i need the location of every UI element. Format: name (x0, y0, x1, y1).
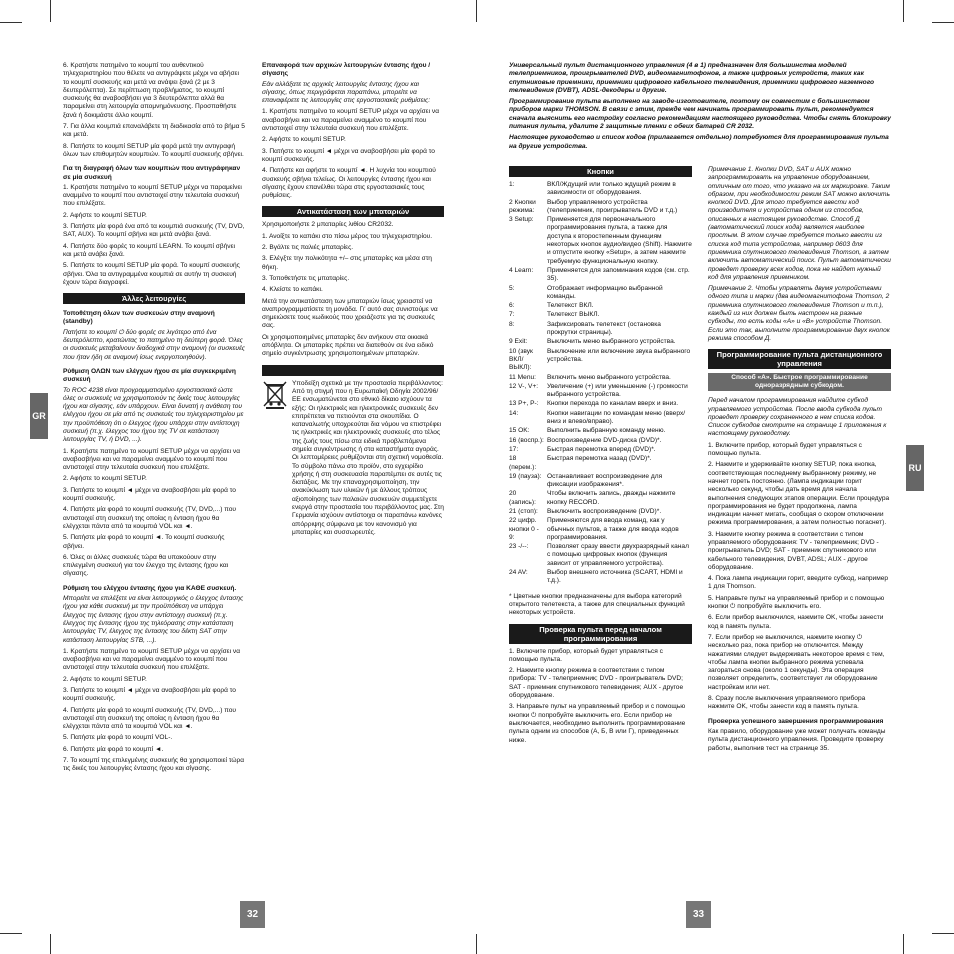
button-key-label: 13 P+, P-: (509, 400, 539, 408)
list-item: 7. Το κουμπί της επιλεγμένης συσκευής θα χρησιμοποιεί τώρα τις δικές του λειτουργίες έντασης ήχου και σίγασης. (63, 757, 245, 773)
list-item: 3. Нажмите кнопку режима в соответствии с типом управляемого оборудования: TV - телеприемник; DVD - проигрыватель DVD; SAT - приемник спутникового или кабельного телевидения, DVBT, ADSL; AUX - другое оборудование. (708, 530, 879, 571)
ru-column-2 (708, 166, 891, 756)
gr-factory-list (262, 108, 444, 200)
button-key-label: 21 (стоп): (509, 507, 538, 515)
ru-intro-3: Настоящее руководство и список кодов (прилагается отдельно) потребуются для программирования пульта на другие устройства. (509, 134, 889, 150)
button-key-label: 7: (509, 311, 515, 319)
list-item: 6. Πατήστε μία φορά το κουμπί ◄. (63, 745, 164, 753)
page-number-right: 33 (686, 901, 711, 928)
button-key-label: 15 OK: (509, 427, 530, 435)
list-item: 4. Πατήστε δύο φορές το κουμπί LEARN. Το κουμπί σβήνει και μετά ανάβει ξανά. (63, 242, 236, 258)
list-item: 1. Включите прибор, который будет управляться с помощью пульта. (509, 647, 663, 663)
button-key-description: Останавливает воспроизведение для фиксации изображения*. (547, 472, 663, 489)
gr-each-list (63, 648, 245, 774)
ru-buttons-note: * Цветные кнопки предназначены для выбора категорий открытого телетекста, а также для специальных функций некоторых устройств. (509, 592, 685, 617)
button-key-label: 3 Setup: (509, 216, 534, 224)
crop-mark (476, 934, 477, 954)
list-item: 4. Πατήστε μία φορά το κουμπί συσκευής (TV, DVD,...) που αντιστοιχεί στη συσκευή της οποίας η ένταση ήχου θα ελέγχεται πάντα από τα κουμπιά VOL και ◄. (63, 706, 236, 731)
button-key-label: 10 (звук ВКЛ/ВЫКЛ): (509, 347, 533, 372)
list-item: 6. Κρατήστε πατημένο το κουμπί του αυθεντικού τηλεχειριστηρίου που θέλετε να αντιγράψετε μέχρι να αβήσει το κουμπί συσκευής και μετά να ανάψει ξανά (2 με 3 δευτερόλεπτα). Σε περίπτωση προβλήματος, το κουμπί συσκευής θα αναβοσβήσει για 3 δευτερόλεπτα αλλά θα παραμείνει στη λειτουργία απομνημόνευσης. Προσπαθήστε ξανά ή δοκιμάστε άλλο κουμπί. (63, 62, 239, 119)
gr-other-functions-bar: Άλλες λειτουργίες (63, 293, 245, 304)
gr-volume-text: Το ROC 4238 είναι προγραμματισμένο εργοστασιακά ώστε όλες οι συσκευές να χρησιμοποιούν τις δικές τους λειτουργίες ήχου και σίγασης, εάν υπάρχουν. Είναι δυνατή η ανάθεση του ελέγχου ήχου σε μία από τις συσκευές του τηλεχειριστηρίου με την προϋπόθεση ότι ο έλεγχος ήχου υπάρχει στην αντίστοιχη συσκευή (π.χ. έλεγχος του ήχου της TV σε κατάσταση λειτουργίας TV, ή DVD, ...). (63, 386, 244, 444)
button-key-description: Быстрая перемотка вперед (DVD)*. (547, 445, 656, 453)
list-item: 2. Αφήστε το κουμπί SETUP. (63, 675, 147, 683)
crop-mark (50, 934, 51, 954)
button-key-label: 9 Exit: (509, 338, 528, 346)
crop-mark (932, 933, 954, 934)
button-key-description: Позволяет сразу ввести двухразрядный канал с помощью цифровых кнопок (функция зависит от управляемого устройства). (547, 543, 689, 567)
gr-battery-text: Χρησιμοποιήστε 2 μπαταρίες λιθίου CR2032. (262, 221, 394, 229)
button-key-label: 1: (509, 181, 515, 188)
language-tab-ru: RU (906, 445, 924, 491)
button-key-description: Выключить меню выбранного устройства. (547, 338, 676, 346)
list-item: 1. Κρατήστε πατημένο το κουμπί SETUP μέχρι να αρχίσει να αναβοσβήνει και να παραμείνει αναμμένο το κουμπί που αντιστοιχεί στην τελευταία συσκευή που επιλέξατε. (63, 647, 241, 672)
crop-mark (0, 933, 22, 934)
gr-factory-text: Εάν αλλάξατε τις αρχικές λειτουργίες έντασης ήχου και σίγασης, όπως περιγράφεται παραπάνω, μπορείτε να επαναφέρετε τις λειτουργίες στις εργοστασιακές ρυθμίσεις: (262, 80, 431, 105)
list-item: 5. Πατήστε το κουμπί SETUP μία φορά. Το κουμπί συσκευής σβήνει. Όλα τα αντιγραμμένα κουμπιά σε αυτήν τη συσκευή έχουν τώρα διαγραφεί. (63, 262, 240, 286)
list-item: 6. Если прибор выключился, нажмите OK, чтобы занести код в память пульта. (708, 614, 884, 630)
button-key-description: Воспроизведение DVD-диска (DVD)*. (547, 436, 662, 444)
ru-prog-bar: Программирование пульта дистанционного управления (708, 349, 891, 369)
list-item: 1. Ανοίξτε το καπάκι στο πίσω μέρος του τηλεχειριστηρίου. (262, 232, 433, 240)
button-key-description: Телетекст ВКЛ. (547, 302, 594, 310)
ru-note-1: Примечание 1. Кнопки DVD, SAT и AUX можно запрограммировать на управление оборудованием, отличным от того, что указано на их маркировке. Таким образом, при необходимости режим SAT можно включить кнопкой DVD. Для этого требуется ввести код производителя и устройства одним из способов, описанных в настоящем руководстве. Способ Д (автоматический поиск кода) является наиболее простым. В этом случае требуется только ввести из списка код типа устройства, например 0603 для приемника спутникового телевидения Thomson, а затем включить автоматический поиск. Пульт автоматически проведет проверку всех кодов, пока не найдет нужный код для управления приемником. (708, 166, 891, 281)
crop-mark (903, 934, 904, 954)
button-key-description: Выбор управляемого устройства (телеприемник, проигрыватель DVD и т.д.) (547, 198, 678, 214)
button-key-description: Телетекст ВЫКЛ. (547, 311, 600, 319)
list-item: 2. Βγάλτε τις παλιές μπαταρίες. (262, 244, 354, 252)
button-key-label: 16 (воспр.): (509, 436, 544, 444)
gr-standby-text: Πατήστε το κουμπί ⏻ δύο φορές σε λιγότερο από ένα δευτερόλεπτο, κρατώντας το πατημένο τη δεύτερη φορά. Όλες οι συσκευές μεταβαίνουν διαδοχικά στην αναμονή (οι συσκευές που ήταν ήδη σε αναμονή ίσως ενεργοποιηθούν). (63, 328, 245, 361)
button-key-description: Кнопки навигации по командам меню (вверх/вниз и влево/вправо). (547, 409, 686, 426)
list-item: 6. Όλες οι άλλες συσκευές τώρα θα υπακούουν στην επιλεγμένη συσκευή για τον έλεγχο της έντασης ήχου και σίγασης. (63, 553, 229, 578)
button-key-label: 23 -/--: (509, 543, 529, 551)
ru-buttons-bar: Кнопки (509, 166, 692, 177)
page-number-left: 32 (240, 901, 265, 928)
button-key-description: Выключение или включение звука выбранного устройства. (547, 347, 691, 363)
ru-note-2: Примечание 2. Чтобы управлять двумя устройствами одного типа и марки (два видеомагнитофона Thomson, 2 приемника спутникового телевидения Thomson и т.п.), каждый из них должен быть настроен на разные субкоды, то есть коды «А» и «В» устройств Thomson. Если это так, выполните программирование двух кнопок режима способом Д. (708, 285, 890, 342)
list-item: 7. Για άλλα κουμπιά επαναλάβετε τη διαδικασία από το βήμα 5 και μετά. (63, 123, 245, 139)
button-key-description: Выключить воспроизведение (DVD)*. (547, 507, 662, 515)
gr-battery-after: Μετά την αντικατάσταση των μπαταριών ίσως χρειαστεί να αναπρογραμματίσετε τη μονάδα. Γι' αυτό σας συνιστούμε να σημειώσετε τους κωδικούς που χρειάζεστε για τις συσκευές σας. (262, 297, 438, 330)
gr-column-1 (63, 62, 245, 777)
list-item: 8. Πατήστε το κουμπί SETUP μία φορά μετά την αντιγραφή όλων των επιθυμητών κουμπιών. Το κουμπί συσκευής σβήνει. (63, 142, 244, 158)
crop-mark (476, 0, 477, 22)
button-key-description: Включить меню выбранного устройства. (547, 373, 671, 381)
button-key-label: 4 Learn: (509, 266, 534, 274)
list-item: 2. Нажмите кнопку режима в соответствии с типом прибора: TV - телеприемник; DVD - проигрыватель DVD; SAT - приемник спутникового телевидения; AUX - другое оборудование. (509, 667, 684, 700)
button-key-description: Чтобы включить запись, дважды нажмите кнопку RECORD. (547, 490, 676, 506)
button-key-description: Выполнить выбранную команду меню. (547, 427, 666, 435)
gr-factory-heading: Επαναφορά των αρχικών λειτουργιών έντασης ήχου / σίγασης (262, 62, 431, 78)
list-item: 3. Πατήστε το κουμπί ◄ μέχρι να αναβοσβήσει μία φορά το κουμπί συσκευής. (262, 147, 435, 163)
crop-mark (0, 22, 22, 23)
list-item: 8. Сразу после выключения управляемого прибора нажмите OK, чтобы занести код в память пульта. (708, 695, 866, 711)
button-key-label: 22 цифр. кнопки 0 - 9: (509, 517, 539, 541)
gr-column-2 (262, 62, 444, 537)
button-key-label: 2 Кнопки режима: (509, 198, 536, 214)
list-item: 4. Пока лампа индикации горит, введите субкод, например 1 для Thomson. (708, 575, 889, 591)
button-key-label: 6: (509, 302, 515, 310)
ru-prog-list (708, 442, 891, 712)
button-key-description: Зафиксировать телетекст (остановка прокрутки страницы). (547, 320, 661, 337)
button-key-label: 20 (запись): (509, 490, 536, 506)
gr-battery-env: Οι χρησιμοποιημένες μπαταρίες δεν ανήκουν στα οικιακά απόβλητα. Οι μπαταρίες πρέπει να διατεθούν σε ένα ειδικό σημείο συγκέντρωσης χρησιμοποιημένων μπαταριών. (262, 333, 434, 358)
button-key-label: 24 AV: (509, 569, 528, 577)
gr-clear-list (63, 184, 245, 287)
button-key-description: Применяется для первоначального программирования пульта, а также для доступа к второстепенным функциям некоторых кнопок аудио/видео (Shift). Нажмите и отпустите кнопку «Setup», а затем нажмите требуемую функциональную кнопку. (547, 216, 692, 265)
ru-column-1-body (509, 166, 692, 748)
ru-success-heading: Проверка успешного завершения программирования (708, 717, 884, 725)
list-item: 7. Если прибор не выключился, нажмите кнопку ⏻ несколько раз, пока прибор не отключится. Между нажатиями следует выдерживать некоторое время с тем, чтобы лампа кнопки выбранного режима успевала загораться снова (около 1 секунды). Эта операция позволяет определить, соответствует ли оборудование настройкам или нет. (708, 633, 885, 691)
list-item: 1. Κρατήστε πατημένο το κουμπί SETUP μέχρι να αρχίσει να αναβοσβήνει και να παραμείνει αναμμένο το κουμπί που αντιστοιχεί στην τελευταία συσκευή που επιλέξατε. (262, 108, 440, 133)
list-item: 3. Πατήστε το κουμπί ◄ μέχρι να αναβοσβήσει μία φορά το κουμπί συσκευής. (63, 486, 236, 503)
button-key-description: Выбор внешнего источника (SCART, HDMI и т.д.). (547, 569, 683, 585)
ru-check-list (509, 648, 692, 745)
button-key-label: 17: (509, 445, 519, 453)
list-item: 3. Πατήστε το κουμπί ◄ μέχρι να αναβοσβήσει μία φορά το κουμπί συσκευής. (63, 687, 236, 703)
list-item: 4. Πατήστε και αφήστε το κουμπί ◄. Η λυχνία του κουμπιού συσκευής σβήνει τελείως. Οι λειτουργίες έντασης ήχου και σίγασης έχουν επανέλθει τώρα στις εργοστασιακές τους ρυθμίσεις. (262, 167, 436, 200)
list-item: 2. Αφήστε το κουμπί SETUP. (262, 136, 346, 144)
gr-volume-heading: Ρύθμιση ΟΛΩΝ των ελέγχων ήχου σε μία συγκεκριμένη συσκευή (63, 367, 236, 384)
button-key-label: 14: (509, 409, 519, 417)
gr-clear-heading: Για τη διαγραφή όλων των κουμπιών που αντιγράφηκαν σε μία συσκευή (63, 165, 241, 181)
ru-success-text: Как правило, оборудование уже может получать команды пульта дистанционного управления. Проведите проверку работы, выполнив тест на странице 35. (708, 727, 886, 752)
button-key-label: 11 Menu: (509, 373, 537, 381)
button-key-label: 18 (перем.): (509, 455, 537, 471)
button-key-description: Быстрая перемотка назад (DVD)*. (547, 455, 652, 463)
list-item: 3. Τοποθετήστε τις μπαταρίες. (262, 274, 350, 282)
weee-bin-icon (262, 380, 288, 410)
ru-intro-2: Программирование пульта выполнено на заводе-изготовителе, поэтому он совместим с большинством приборов марки THOMSON. В связи с этим, прежде чем начинать программировать пульт, рекомендуется сначала выяснить его настройку согласно рекомендациям настоящего руководства. Чтобы снять блокировку питания пульта, удалите 2 защитные пленки с обеих батарей CR 2032. (509, 98, 891, 131)
crop-mark (932, 22, 954, 23)
gr-battery-bar: Αντικατάσταση των μπαταριών (262, 206, 444, 217)
ru-check-bar: Проверка пульта перед началом программирования (509, 624, 692, 644)
button-key-description: Кнопки перехода по каналам вверх и вниз. (547, 400, 679, 408)
ru-column-1 (509, 62, 892, 154)
list-item: 1. Включите прибор, который будет управляться с помощью пульта. (708, 441, 862, 458)
button-key-description: Увеличение (+) или уменьшение (-) громкости выбранного устройства. (547, 382, 688, 399)
list-item: 3. Направьте пульт на управляемый прибор и с помощью кнопки ⏻ попробуйте выключить его. Если прибор не выключается, необходимо выполнить программирование пульта одним из способов (А, Б, В или Г), приведенных ниже. (509, 703, 686, 744)
list-item: 3. Ελέγξτε την πολικότητα +/– στις μπαταρίες και μέσα στη θήκη. (262, 255, 432, 271)
button-key-label: 19 (пауза): (509, 472, 542, 480)
list-item: 3. Πατήστε μία φορά ένα από τα κουμπιά συσκευής (TV, DVD, SAT, AUX). Το κουμπί σβήνει και μετά ανάβει ξανά. (63, 223, 245, 239)
list-item: 2. Αφήστε το κουμπί SETUP. (63, 211, 147, 219)
gr-weee-block (262, 380, 444, 538)
gr-env-bar (262, 365, 444, 376)
list-item: 5. Πατήστε μία φορά το κουμπί VOL-. (63, 734, 173, 742)
button-key-description: ВКЛ/Ждущий или только ждущий режим в зависимости от оборудования. (547, 181, 676, 197)
ru-prog-text: Перед началом программирования найдите субкод управляемого устройства. После ввода субкода пульт проведет проверку сохраненного в нем списка кодов. Список субкодов смотрите на странице 1 приложения к настоящему руководству. (708, 397, 887, 438)
list-item: 2. Αφήστε το κουμπί SETUP. (63, 475, 147, 483)
ru-prog-sub: Способ «А». Быстрое программирование одноразрядным субкодом. (708, 373, 891, 391)
gr-each-heading: Ρύθμιση του ελέγχου έντασης ήχου για ΚΑΘΕ συσκευή. (63, 584, 237, 592)
crop-mark (50, 0, 51, 22)
gr-battery-list (262, 233, 444, 295)
list-item: 4. Κλείστε το καπάκι. (262, 286, 323, 294)
gr-each-text: Μπορείτε να επιλέξετε να είναι λειτουργικός ο έλεγχος έντασης ήχου για κάθε συσκευή με την προϋπόθεση να υπάρχει έλεγχος της έντασης ήχου στην αντίστοιχη συσκευή (π.χ. έλεγχος της έντασης ήχου της τηλεόρασης στην κατάσταση λειτουργίας TV, έλεγχος της έντασης του δέκτη SAT στην κατάσταση λειτουργίας STB, ...). (63, 595, 244, 644)
gr-volume-list (63, 448, 245, 579)
ru-buttons-table (509, 181, 692, 587)
button-key-description: Применяются для ввода команд, как у обычных пультов, а также для ввода кодов программирования. (547, 517, 679, 541)
list-item: 2. Нажмите и удерживайте кнопку SETUP, пока кнопка, соответствующая последнему выбранному режиму, не начнет гореть постоянно. (Лампа индикации горит несколько секунд, чтобы дать время для начала выполнения следующих этапов операции. Если процедура программирования не будет продолжена, лампа индикации начнет мигать, сообщая о скором отключении режима программирования, а затем полностью погаснет). (708, 461, 890, 527)
ru-intro: Универсальный пульт дистанционного управления (4 в 1) предназначен для большинства моделей телеприемников, проигрывателей DVD, видеомагнитофонов, а также цифровых устройств, таких как спутниковые приемники, приемники цифрового кабельного телевидения, приемники цифрового наземного телевидения (DVBT), ADSL-декодеры и другие. (509, 62, 875, 94)
list-item: 5. Πατήστε μία φορά το κουμπί ◄. Το κουμπί συσκευής σβήνει. (63, 534, 225, 550)
button-key-label: 5: (509, 284, 515, 292)
gr-weee-text: Υποδείξη σχετικά με την προστασία περιβάλλοντος: Από τη στιγμή που η Ευρωπαϊκή Οδηγία 2002/96/ΕΕ ενσωματώνεται στο εθνικό δίκαιο ισχύουν τα εξής: Οι ηλεκτρικές και ηλεκτρονικές συσκευές δεν επιτρέπεται να πετιούνται στα σκουπίδια. Ο καταναλωτής υποχρεούται δια νόμου να επιστρέφει τις ηλεκτρικές και ηλεκτρονικές συσκευές στο τέλος της ζωής τους πίσω στα ειδικά προβλεπόμενα σημεία συγκέντρωσης ή στα καταστήματα αγοράς. Οι λεπτομέρειες ρυθμίζονται στη σχετική νομοθεσία. Το σύμβολο πάνω στο προϊόν, στο εγχειρίδιο χρήσης ή στη συσκευασία παραπέμπει σε αυτές τις διατάξεις. Με την επαναχρησιμοποίηση, την ανακύκλωση των υλικών ή με άλλους τρόπους αξιοποίησης των παλαιών συσκευών συμμετέχετε ενεργά στην προστασία του περιβάλλοντος μας. Στη Γερμανία ισχύουν αντίστοιχα οι παραπάνω κανόνες απόρριψης σύμφωνα με τον κανονισμό για μπαταρίες και συσσωρευτές. (292, 379, 444, 536)
list-item: 4. Πατήστε μία φορά το κουμπί συσκευής (TV, DVD,...) που αντιστοιχεί στη συσκευή της οποίας η ένταση ήχου θα ελέγχεται πάντα από τα κουμπιά VOL και ◄. (63, 506, 236, 530)
language-tab-gr: GR (30, 393, 48, 439)
button-key-description: Отображает информацию выбранной команды. (547, 284, 663, 300)
button-key-label: 8: (509, 320, 515, 328)
gr-standby-heading: Τοποθέτηση όλων των συσκευών στην αναμονή (standby) (63, 310, 215, 326)
list-item: 1. Κρατήστε πατημένο το κουμπί SETUP μέχρι να αρχίσει να αναβοσβήνει και να παραμείνει αναμμένο το κουμπί που αντιστοιχεί στην τελευταία συσκευή που επιλέξατε. (63, 447, 241, 472)
button-key-label: 12 V-, V+: (509, 382, 539, 390)
gr-intro-list (63, 62, 245, 159)
button-key-description: Применяется для запоминания кодов (см. стр. 35). (547, 266, 690, 283)
list-item: 5. Направьте пульт на управляемый прибор и с помощью кнопки ⏻ попробуйте выключить его. (708, 594, 885, 611)
list-item: 1. Κρατήστε πατημένο το κουμπί SETUP μέχρι να παραμείνει αναμμένο το κουμπί που αντιστοιχεί στην τελευταία συσκευή που επιλέξατε. (63, 183, 242, 208)
crop-mark (903, 0, 904, 22)
